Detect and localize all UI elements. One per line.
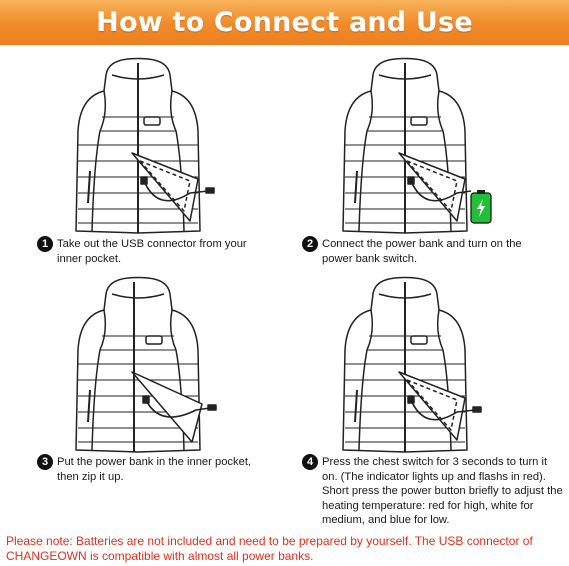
power-bank-icon — [471, 190, 491, 223]
vest-illustration-step-1 — [48, 53, 228, 238]
step-number-badge: 4 — [302, 454, 318, 470]
vest-illustration-step-4 — [315, 272, 495, 457]
vest-illustration-step-2 — [315, 53, 495, 238]
step-number-badge: 1 — [37, 236, 53, 252]
step-1 — [37, 237, 267, 266]
step-number-badge: 3 — [37, 454, 53, 470]
step-text: Press the chest switch for 3 seconds to turn it on. (The indicator lights up and flashs in red). Short press the power button briefly to adjust the heating temperature: red for high, white for medium, and blue for low. — [322, 456, 563, 526]
step-text: Take out the USB connector from your inner pocket. — [57, 238, 247, 265]
step-text: Connect the power bank and turn on the power bank switch. — [322, 238, 522, 265]
step-text: Put the power bank in the inner pocket, then zip it up. — [57, 456, 252, 483]
vest-illustration-step-3 — [48, 272, 228, 457]
step-number-badge: 2 — [302, 236, 318, 252]
step-3 — [37, 455, 267, 484]
header-banner — [0, 0, 569, 45]
step-2 — [302, 237, 532, 266]
page-title: How to Connect and Use — [96, 7, 473, 38]
battery-note: Please note: Batteries are not included and need to be prepared by yourself. The USB connector of CHANGEOWN is compatible with almost all power banks. — [6, 534, 533, 563]
step-4 — [302, 455, 564, 528]
